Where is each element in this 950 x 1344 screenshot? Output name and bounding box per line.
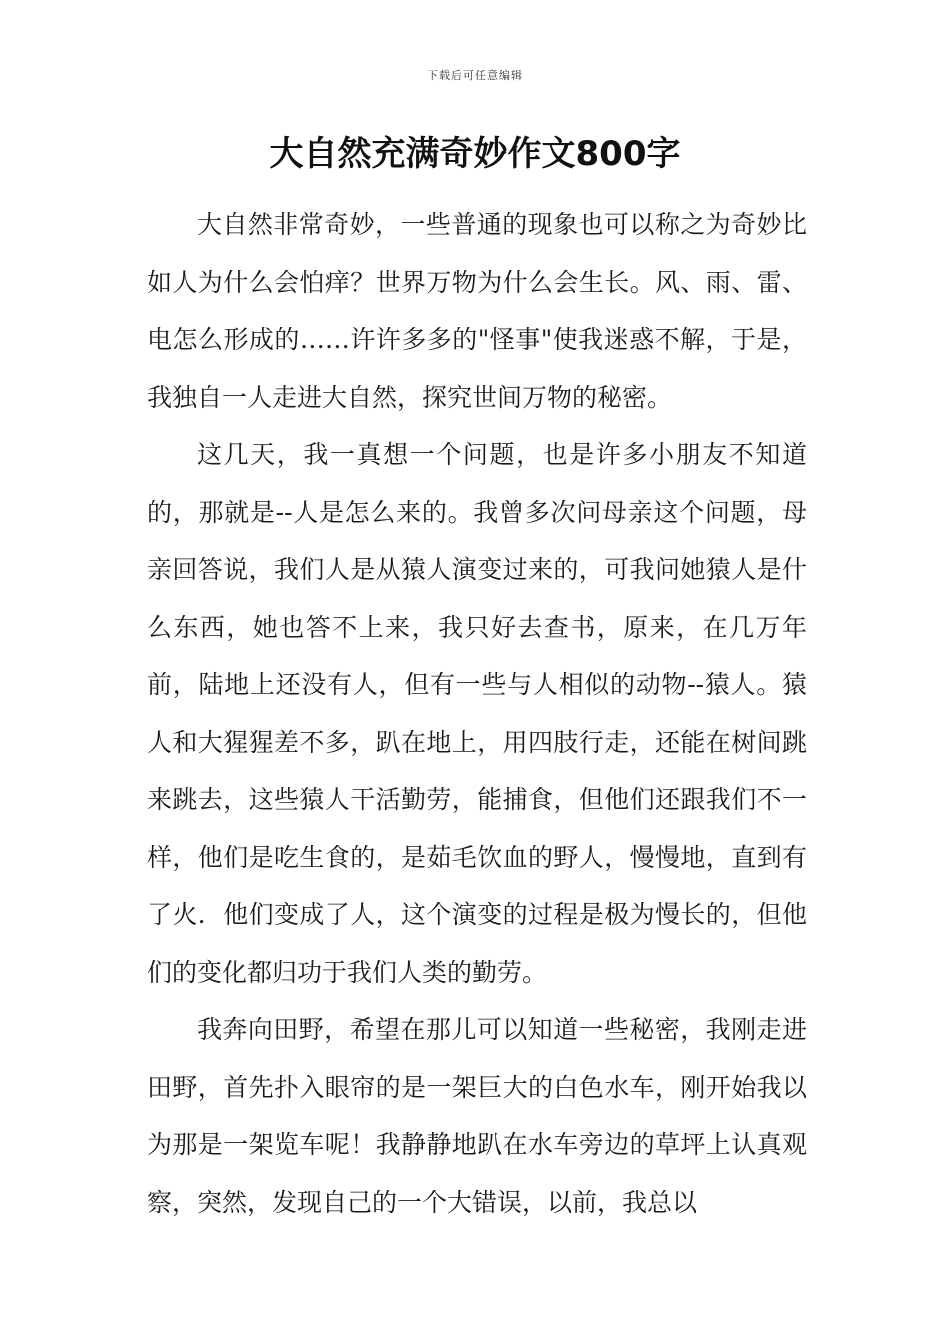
header-note: 下载后可任意编辑 [427,69,523,82]
page-title: 大自然充满奇妙作文800字 [269,134,681,174]
essay-body [147,196,807,1231]
paragraph: 这几天，我一真想一个问题，也是许多小朋友不知道的，那就是--人是怎么来的。我曾多次问母亲这个问题，母亲回答说，我们人是从猿人演变过来的，可我问她猿人是什么东西，她也答不上来，我只好去查书，原来，在几万年前，陆地上还没有人，但有一些与人相似的动物--猿人。猿人和大猩猩差不多，趴在地上，用四肢行走，还能在树间跳来跳去，这些猿人干活勤劳，能捕食，但他们还跟我们不一样，他们是吃生食的，是茹毛饮血的野人，慢慢地，直到有了火．他们变成了人，这个演变的过程是极为慢长的，但他们的变化都归功于我们人类的勤劳。 [147,440,807,987]
paragraph: 我奔向田野，希望在那儿可以知道一些秘密，我刚走进田野，首先扑入眼帘的是一架巨大的白色水车，刚开始我以为那是一架览车呢！我静静地趴在水车旁边的草坪上认真观察，突然，发现自己的一个大错误，以前，我总以 [147,1015,807,1217]
paragraph: 大自然非常奇妙，一些普通的现象也可以称之为奇妙比如人为什么会怕痒？世界万物为什么会生长。风、雨、雷、电怎么形成的……许许多多的"怪事"使我迷惑不解，于是，我独自一人走进大自然，探究世间万物的秘密。 [147,210,807,412]
